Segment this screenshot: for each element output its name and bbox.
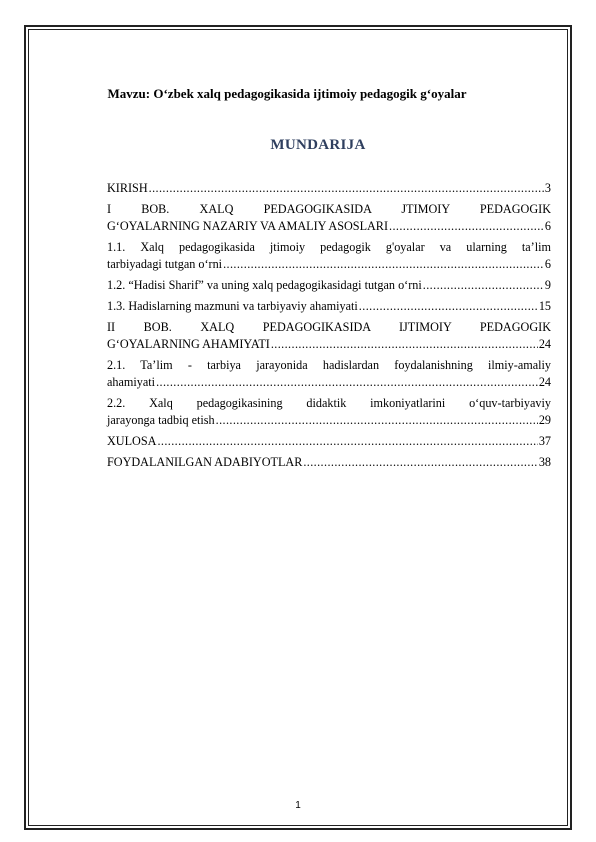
- toc-entry-title: ahamiyati: [107, 375, 156, 389]
- page-number: 1: [295, 800, 301, 811]
- toc-entry-text: 2.2. Xalq pedagogikasining didaktik imkoniyatlarini o‘quv-tarbiyaviy: [107, 396, 551, 410]
- toc-entry[interactable]: [107, 239, 551, 273]
- toc-leader-dots: [223, 256, 544, 273]
- toc-entry[interactable]: [107, 201, 551, 235]
- toc-leader-dots: [303, 454, 537, 471]
- toc-leader-dots: [149, 180, 544, 197]
- toc-entry[interactable]: [107, 180, 551, 197]
- toc-entry-title: G‘OYALARNING AHAMIYATI: [107, 337, 270, 351]
- toc-entry[interactable]: [107, 277, 551, 294]
- toc-entry-title: tarbiyadagi tutgan o‘rni: [107, 257, 223, 271]
- toc-leader-dots: [156, 374, 538, 391]
- toc-entry-title: 1.3. Hadislarning mazmuni va tarbiyaviy ahamiyati: [107, 299, 358, 313]
- toc-leader-dots: [423, 277, 544, 294]
- toc-entry-title: G‘OYALARNING NAZARIY VA AMALIY ASOSLARI: [107, 219, 388, 233]
- toc-entry-text: I BOB. XALQ PEDAGOGIKASIDA JTIMOIY PEDAGOGIK: [107, 202, 551, 216]
- toc-entry[interactable]: [107, 395, 551, 429]
- toc-page-number: 24: [538, 337, 551, 351]
- toc-leader-dots: [271, 336, 538, 353]
- toc-entry[interactable]: [107, 454, 551, 471]
- toc-page-number: 29: [538, 413, 551, 427]
- document-topic: Mavzu: O‘zbek xalq pedagogikasida ijtimoiy pedagogik g‘oyalar: [107, 86, 467, 101]
- toc-entry-title: KIRISH: [107, 181, 148, 195]
- toc-page-number: 9: [544, 278, 551, 292]
- toc-entry-title: XULOSA: [107, 434, 157, 448]
- toc-entry-title: FOYDALANILGAN ADABIYOTLAR: [107, 455, 303, 469]
- toc-entry-text: 1.1. Xalq pedagogikasida jtimoiy pedagogik g'oyalar va ularning ta’lim: [107, 240, 551, 254]
- toc-leader-dots: [359, 298, 538, 315]
- table-of-contents: [107, 180, 551, 475]
- toc-entry-text: 2.1. Ta’lim - tarbiya jarayonida hadislardan foydalanishning ilmiy-amaliy: [107, 358, 551, 372]
- toc-leader-dots: [216, 412, 538, 429]
- toc-page-number: 15: [538, 299, 551, 313]
- toc-entry-title: jarayonga tadbiq etish: [107, 413, 215, 427]
- toc-heading: MUNDARIJA: [270, 137, 366, 153]
- toc-entry[interactable]: [107, 433, 551, 450]
- toc-page-number: 6: [544, 257, 551, 271]
- toc-entry[interactable]: [107, 357, 551, 391]
- toc-page-number: 37: [538, 434, 551, 448]
- toc-entry-title: 1.2. “Hadisi Sharif” va uning xalq pedagogikasidagi tutgan o‘rni: [107, 278, 422, 292]
- toc-page-number: 6: [544, 219, 551, 233]
- toc-leader-dots: [157, 433, 537, 450]
- toc-entry[interactable]: [107, 298, 551, 315]
- toc-entry-text: II BOB. XALQ PEDAGOGIKASIDA IJTIMOIY PEDAGOGIK: [107, 320, 551, 334]
- toc-page-number: 24: [538, 375, 551, 389]
- toc-page-number: 3: [544, 181, 551, 195]
- toc-page-number: 38: [538, 455, 551, 469]
- toc-entry[interactable]: [107, 319, 551, 353]
- toc-leader-dots: [389, 218, 544, 235]
